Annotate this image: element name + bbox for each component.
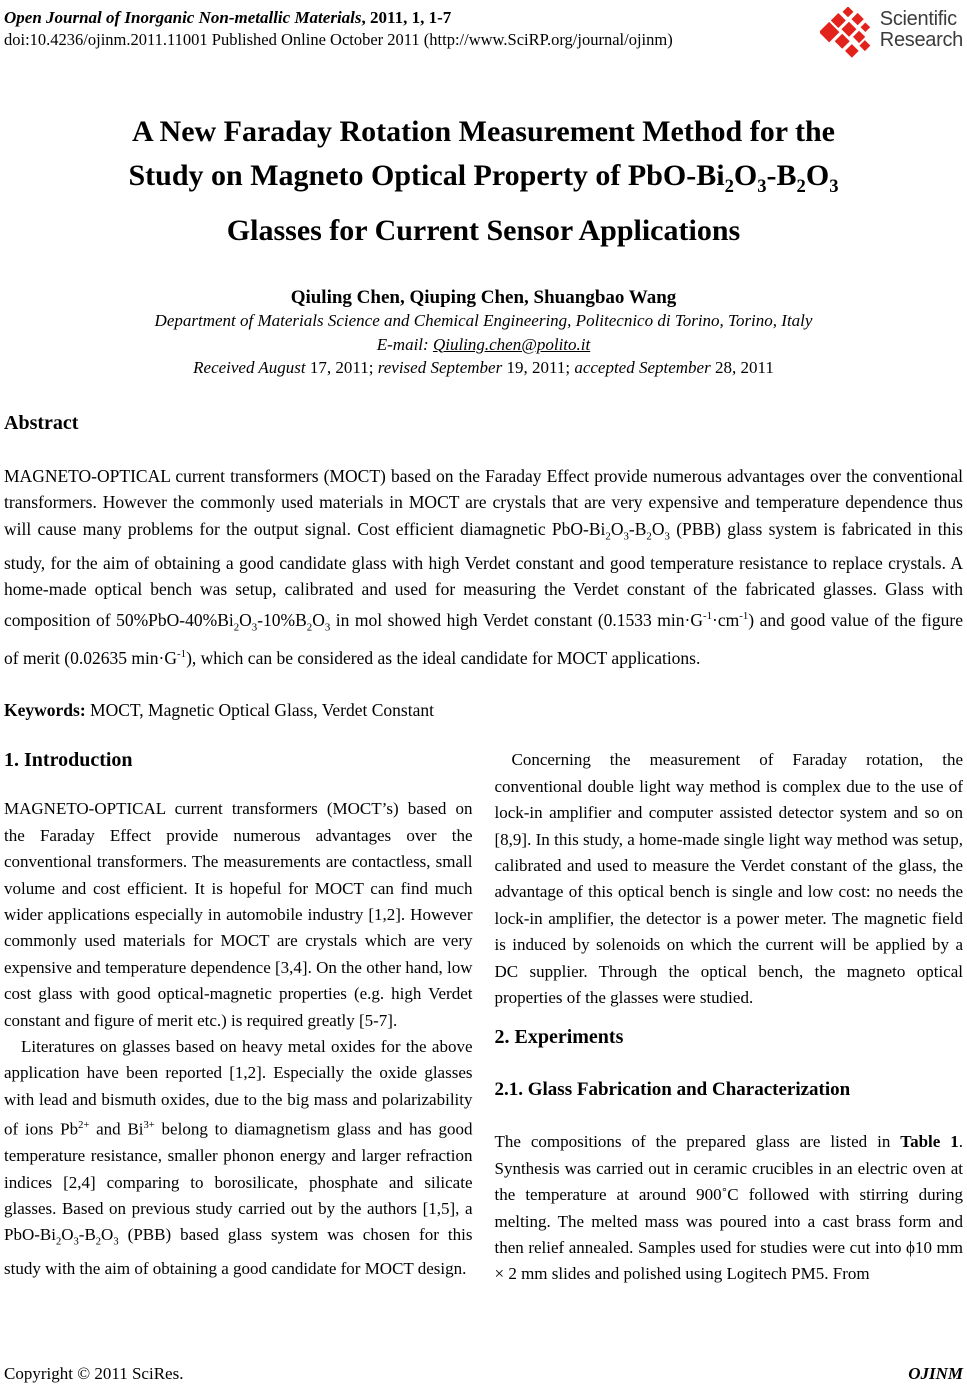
section-1-heading: 1. Introduction: [4, 749, 133, 772]
section-2-1-heading: 2.1. Glass Fabrication and Characterization: [494, 1079, 851, 1101]
doi-line: doi:10.4236/ojinm.2011.11001 Published Online October 2011 (http://www.SciRP.org/journal/ojinm): [4, 30, 673, 49]
title-line-2: Study on Magneto Optical Property of PbO-$Bi_2O_3-B_2O_3$: [128, 159, 839, 197]
footer-journal-abbrev: OJINM: [908, 1364, 963, 1383]
header-journal-info: [4, 7, 673, 50]
right-column: [495, 747, 964, 1288]
paper-title: [4, 110, 963, 253]
keywords-line: [4, 697, 963, 723]
email-link[interactable]: Qiuling.chen@polito.it: [432, 334, 591, 354]
page-header: [4, 7, 963, 63]
email-line: [4, 333, 963, 357]
intro-paragraph-1: MAGNETO-OPTICAL current transformers (MOCT’s) based on the Faraday Effect provide numerous advantages over the conventional transformers. The measurements are contactless, small volume and cost efficient. It is hopeful for MOCT can find much wider applications especially in automobile industry [1,2]. However commonly used materials for MOCT are crystals which are very expensive and temperature dependence [3,4]. On the other hand, low cost glass with good optical-magnetic properties (e.g. high Verdet constant and figure of merit etc.) is required greatly [5-7].: [4, 799, 473, 1030]
title-line-3: Glasses for Current Sensor Applications: [226, 214, 741, 247]
keywords-label: Keywords:: [4, 700, 86, 721]
logo-text: [880, 9, 963, 51]
intro-paragraph-2: Literatures on glasses based on heavy metal oxides for the above application have been reported [1,2]. Especially the oxide glasses with lead and bismuth oxides, due to the big mass and polarizability of ions $Pb^{2+}$ and $Bi^{3+}$ belong to diamagnetism glass and has good temperature resistance, smaller phonon energy and larger refraction indices [2,4] comparing to borosilicate, phosphate and silicate glasses. Based on previous study carried out by the authors [1,5], a PbO-$Bi_2O_3-B_2O_3$ (PBB) based glass system was chosen for this study with the aim of obtaining a good candidate for MOCT design.: [4, 1036, 473, 1279]
affiliation-line: Department of Materials Science and Chemical Engineering, Politecnico di Torino, Torino, Italy: [154, 311, 813, 330]
email-label: E-mail:: [376, 334, 433, 354]
logo-text-line1: Scientific: [879, 8, 957, 30]
fabrication-paragraph: The compositions of the prepared glass are listed in Table 1. Synthesis was carried out in ceramic crucibles in an electric oven at the temperature at around 900˚C followed with stirring during melting. The melted mass was poured into a cast brass form and then relief annealed. Samples used for studies were cut into ϕ10 mm × 2 mm slides and polished using Logitech PM5. From: [494, 1132, 963, 1284]
title-line-1: A New Faraday Rotation Measurement Method for the: [132, 115, 835, 148]
page-footer: [4, 1363, 963, 1384]
logo-diamonds-icon: [820, 7, 876, 63]
keywords-text: MOCT, Magnetic Optical Glass, Verdet Constant: [85, 700, 434, 721]
authors-line: Qiuling Chen, Qiuping Chen, Shuangbao Wang: [290, 287, 677, 308]
scientific-research-logo: [820, 7, 963, 63]
two-column-body: [4, 747, 963, 1288]
received-dates-line: Received August 17, 2011; revised September 19, 2011; accepted September 28, 2011: [193, 358, 774, 377]
abstract-heading: Abstract: [4, 411, 79, 434]
author-meta-block: [4, 286, 963, 380]
left-column: [4, 747, 473, 1288]
journal-citation-line: Open Journal of Inorganic Non-metallic Materials, 2011, 1, 1-7: [4, 8, 452, 27]
abstract-paragraph: MAGNETO-OPTICAL current transformers (MOCT) based on the Faraday Effect provide numerous advantages over the conventional transformers. However the commonly used materials in MOCT are crystals that are very expensive and temperature dependence thus will cause many problems for the output signal. Cost efficient diamagnetic PbO-$Bi_2O_3-B_2O_3$ (PBB) glass system is fabricated in this study, for the aim of obtaining a good candidate glass with high Verdet constant and good temperature resistance to replace crystals. A home-made optical bench was setup, calibrated and used for measuring the Verdet constant of the fabricated glasses. Glass with composition of $50\%PbO-40\%Bi_2O_3-10\%B_2O_3$ in mol showed high Verdet constant (0.1533 $\min\cdot G^{-1}\cdot cm^{-1}$) and good value of the figure of merit (0.02635 $\min\cdot G^{-1}$), which can be considered as the ideal candidate for MOCT applications.: [4, 465, 964, 668]
faraday-measurement-paragraph: Concerning the measurement of Faraday rotation, the conventional double light way method is complex due to the use of lock-in amplifier and computer assisted detector system and so on [8,9]. In this study, a home-made single light way method was setup, calibrated and used to measure the Verdet constant of the glass, the advantage of this optical bench is single and low cost: no needs the lock-in amplifier, the detector is a power meter. The magnetic field is induced by solenoids on which the current will be applied by a DC supplier. Through the optical bench, the magneto optical properties of the glasses were studied.: [494, 750, 963, 1007]
footer-copyright: Copyright © 2011 SciRes.: [4, 1364, 184, 1383]
logo-text-line2: Research: [879, 29, 963, 51]
section-2-heading: 2. Experiments: [494, 1026, 624, 1049]
